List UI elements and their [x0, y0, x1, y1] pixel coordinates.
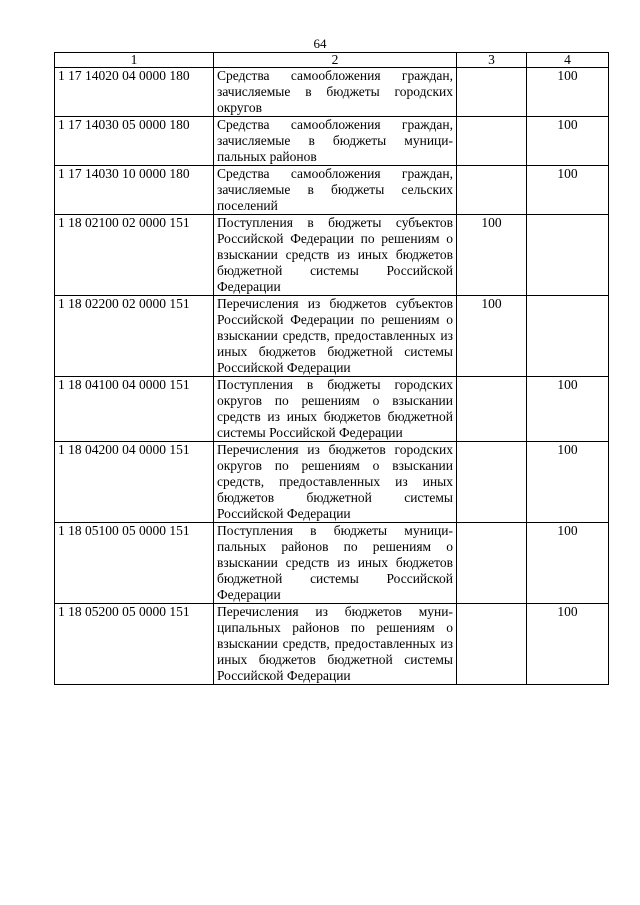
- table-row: [55, 523, 609, 604]
- table-row: [55, 166, 609, 215]
- budget-code-cell: 1 18 05200 05 0000 151: [55, 604, 214, 685]
- table-row: [55, 68, 609, 117]
- revenue-name-cell: Поступления в бюджеты муниципальных районов по решениям о взыскании средств из иных бюджетов бюджетной системы Российской Федерации: [214, 523, 457, 604]
- col4-value-cell: 100: [527, 523, 609, 604]
- table-row: [55, 296, 609, 377]
- page-number: 64: [313, 36, 327, 51]
- col4-value-cell: [527, 296, 609, 377]
- col4-value-cell: [527, 215, 609, 296]
- header-col-2: 2: [214, 53, 457, 68]
- revenue-name-cell: Перечисления из бюджетов муниципальных районов по решениям о взыскании средств, предоставленных из иных бюджетов бюджетной системы Российской Федерации: [214, 604, 457, 685]
- header-col-4: 4: [527, 53, 609, 68]
- header-col-3: 3: [457, 53, 527, 68]
- budget-code-cell: 1 18 02200 02 0000 151: [55, 296, 214, 377]
- col4-value-cell: 100: [527, 117, 609, 166]
- budget-code-cell: 1 17 14020 04 0000 180: [55, 68, 214, 117]
- table-header: [55, 53, 609, 68]
- header-col-1: 1: [55, 53, 214, 68]
- revenue-name-cell: Поступления в бюджеты городских округов по решениям о взыскании средств из иных бюджетов бюджетной системы Российской Федерации: [214, 377, 457, 442]
- revenue-name-cell: Средства самообложения граждан, зачисляемые в бюджеты сельских поселений: [214, 166, 457, 215]
- col3-value-cell: [457, 604, 527, 685]
- table-row: [55, 377, 609, 442]
- budget-code-cell: 1 18 02100 02 0000 151: [55, 215, 214, 296]
- col4-value-cell: 100: [527, 68, 609, 117]
- header-row: [55, 53, 609, 68]
- revenue-name-cell: Поступления в бюджеты субъектов Российской Федерации по решениям о взыскании средств из иных бюджетов бюджетной системы Российской Федерации: [214, 215, 457, 296]
- budget-code-cell: 1 18 04100 04 0000 151: [55, 377, 214, 442]
- table-row: [55, 442, 609, 523]
- col3-value-cell: 100: [457, 215, 527, 296]
- col3-value-cell: [457, 166, 527, 215]
- revenue-name-cell: Перечисления из бюджетов городских округов по решениям о взыскании средств, предоставленных из иных бюджетов бюджетной системы Российской Федерации: [214, 442, 457, 523]
- table-body: [55, 68, 609, 685]
- budget-classification-table: [54, 52, 609, 685]
- revenue-name-cell: Средства самообложения граждан, зачисляемые в бюджеты муниципальных районов: [214, 117, 457, 166]
- revenue-name-cell: Перечисления из бюджетов субъектов Российской Федерации по решениям о взыскании средств, предоставленных из иных бюджетов бюджетной системы Российской Федерации: [214, 296, 457, 377]
- col4-value-cell: 100: [527, 166, 609, 215]
- col3-value-cell: 100: [457, 296, 527, 377]
- col3-value-cell: [457, 442, 527, 523]
- col3-value-cell: [457, 117, 527, 166]
- table-row: [55, 604, 609, 685]
- table-row: [55, 117, 609, 166]
- col3-value-cell: [457, 377, 527, 442]
- budget-code-cell: 1 18 04200 04 0000 151: [55, 442, 214, 523]
- col3-value-cell: [457, 68, 527, 117]
- revenue-name-cell: Средства самообложения граждан, зачисляемые в бюджеты городских округов: [214, 68, 457, 117]
- col4-value-cell: 100: [527, 377, 609, 442]
- table-row: [55, 215, 609, 296]
- col3-value-cell: [457, 523, 527, 604]
- budget-code-cell: 1 18 05100 05 0000 151: [55, 523, 214, 604]
- col4-value-cell: 100: [527, 604, 609, 685]
- col4-value-cell: 100: [527, 442, 609, 523]
- budget-code-cell: 1 17 14030 05 0000 180: [55, 117, 214, 166]
- budget-code-cell: 1 17 14030 10 0000 180: [55, 166, 214, 215]
